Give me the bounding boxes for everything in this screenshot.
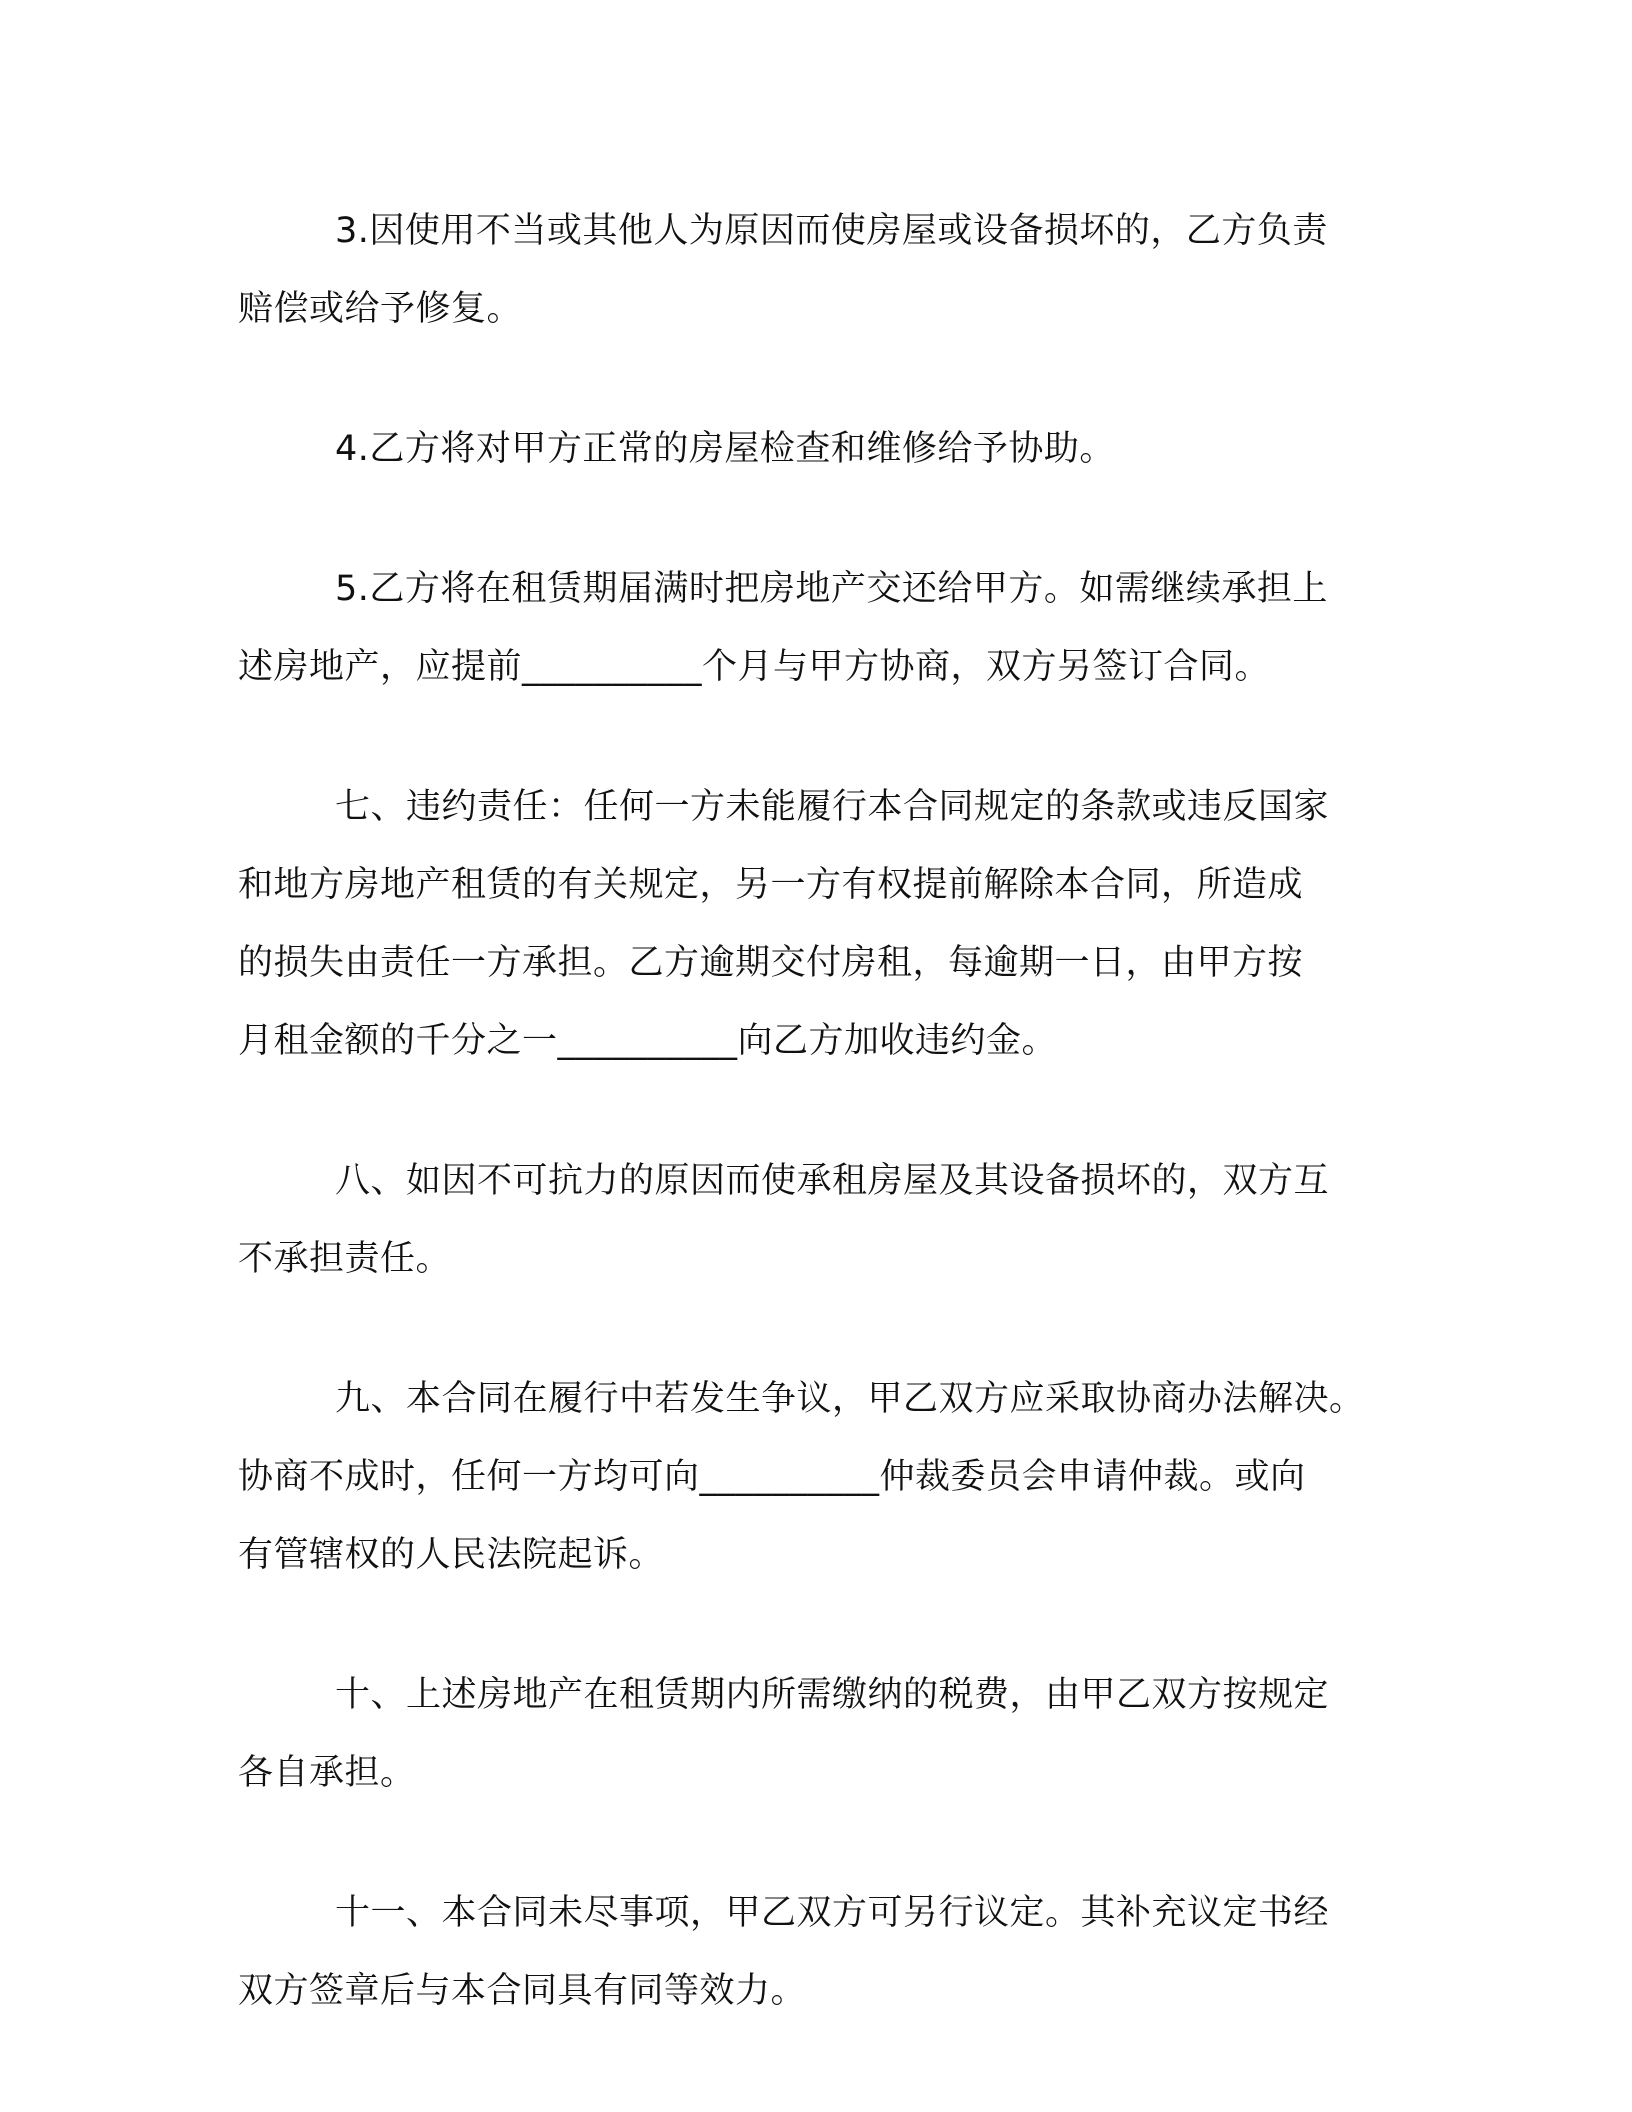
section-7-line-4: 月租金额的千分之一__________向乙方加收违约金。 (238, 1021, 1058, 1061)
clause-3-paragraph (238, 192, 1398, 348)
section-7-paragraph (238, 768, 1398, 1080)
section-9-line-2: 协商不成时，任何一方均可向__________仲裁委员会申请仲裁。或向 (238, 1457, 1306, 1497)
section-8-line-1: 八、如因不可抗力的原因而使承租房屋及其设备损坏的，双方互 (335, 1161, 1330, 1201)
section-7-line-2: 和地方房地产租赁的有关规定，另一方有权提前解除本合同，所造成 (238, 865, 1304, 905)
section-7-line-3: 的损失由责任一方承担。乙方逾期交付房租，每逾期一日，由甲方按 (238, 943, 1304, 983)
section-11-line-1: 十一、本合同未尽事项，甲乙双方可另行议定。其补充议定书经 (335, 1893, 1330, 1933)
section-8-paragraph (238, 1142, 1398, 1298)
clause-3-line-1: 3.因使用不当或其他人为原因而使房屋或设备损坏的，乙方负责 (335, 211, 1328, 251)
section-10-line-2: 各自承担。 (238, 1753, 416, 1793)
clause-5-line-1: 5.乙方将在租赁期届满时把房地产交还给甲方。如需继续承担上 (335, 569, 1328, 609)
document-body (238, 192, 1398, 2092)
section-11-paragraph (238, 1874, 1398, 2030)
clause-5-paragraph (238, 550, 1398, 706)
section-11-line-2: 双方签章后与本合同具有同等效力。 (238, 1971, 807, 2011)
section-10-paragraph (238, 1656, 1398, 1812)
clause-3-line-2: 赔偿或给予修复。 (238, 289, 523, 329)
clause-5-line-2: 述房地产，应提前__________个月与甲方协商，双方另签订合同。 (238, 647, 1271, 687)
section-9-paragraph (238, 1360, 1398, 1594)
clause-4-line-1: 4.乙方将对甲方正常的房屋检查和维修给予协助。 (335, 429, 1115, 469)
section-9-line-3: 有管辖权的人民法院起诉。 (238, 1535, 665, 1575)
section-9-line-1: 九、本合同在履行中若发生争议，甲乙双方应采取协商办法解决。 (335, 1379, 1365, 1419)
clause-4-paragraph (238, 410, 1398, 488)
section-10-line-1: 十、上述房地产在租赁期内所需缴纳的税费，由甲乙双方按规定 (335, 1675, 1330, 1715)
section-7-line-1: 七、违约责任：任何一方未能履行本合同规定的条款或违反国家 (335, 787, 1330, 827)
section-8-line-2: 不承担责任。 (238, 1239, 452, 1279)
